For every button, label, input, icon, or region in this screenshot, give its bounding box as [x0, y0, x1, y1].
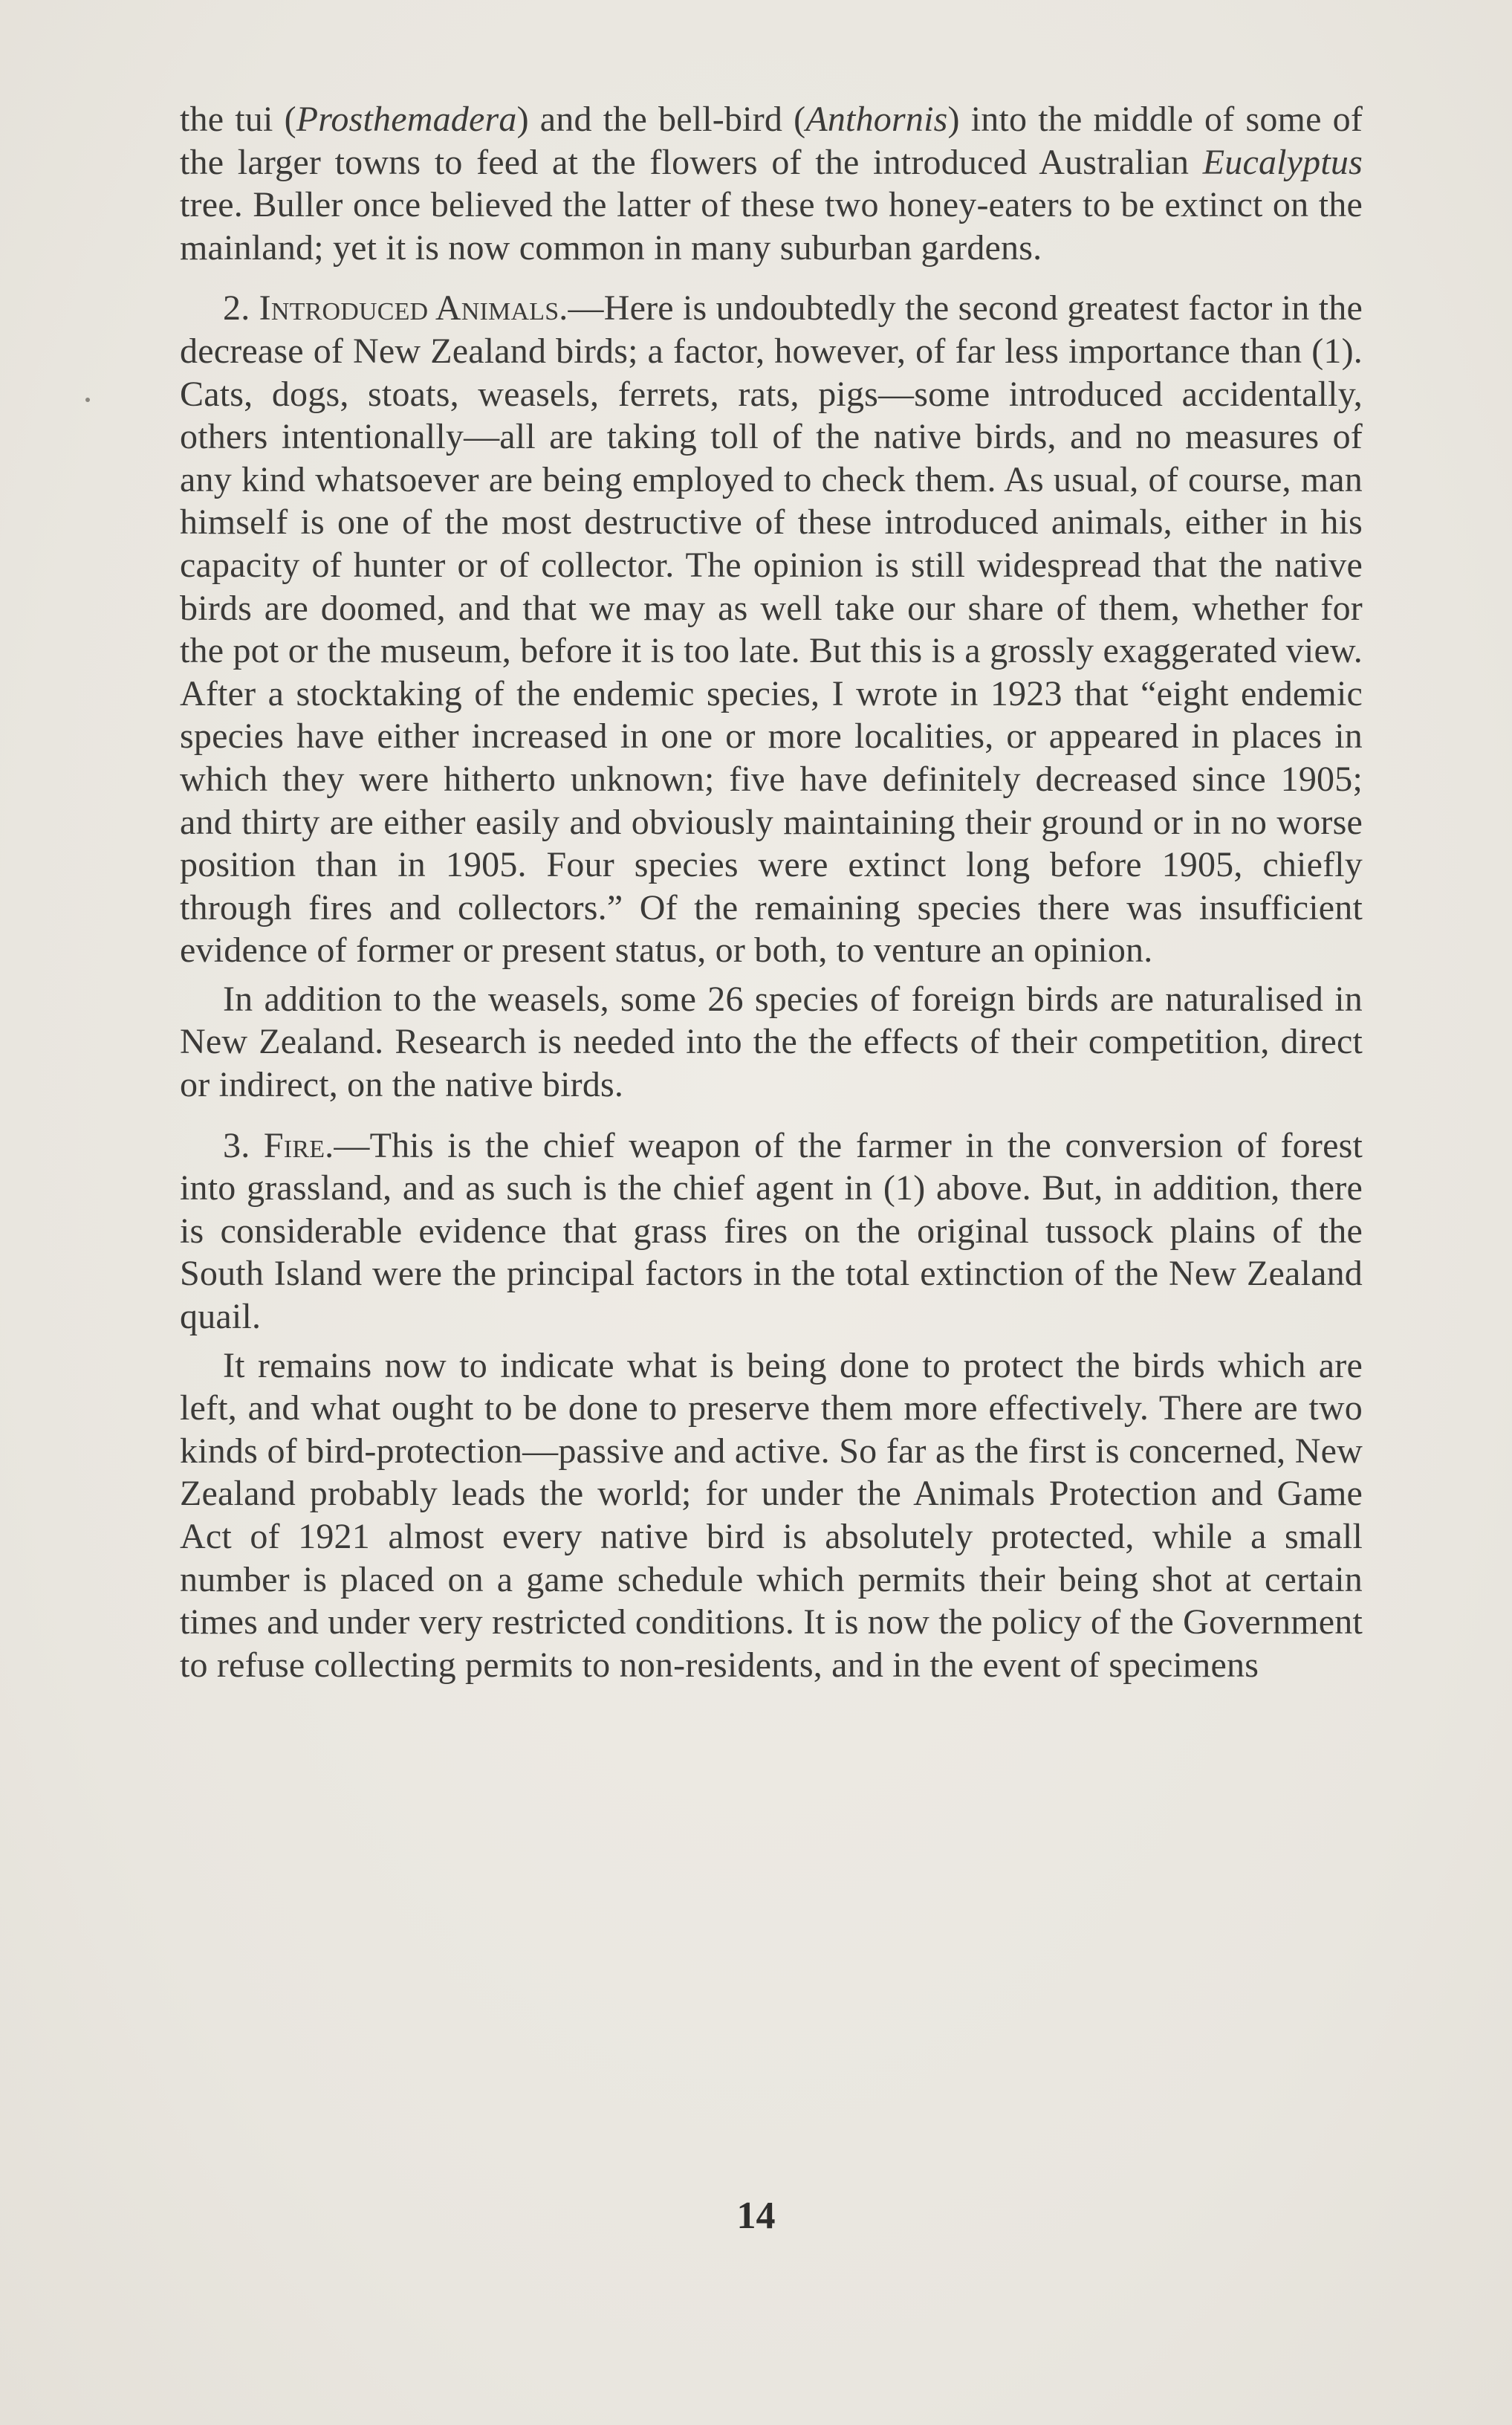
- section-body: —This is the chief weapon of the farmer in the conversion of forest into grassland, and as such is the chief agent in (1) above. But, in addition, there is considerable evidence that grass fires on the original tussock plains of the South Island were the principal factors in the total extinction of the New Zealand quail.: [180, 1125, 1363, 1337]
- paragraph-foreign-birds: In addition to the weasels, some 26 species of foreign birds are naturalised in New Zealand. Research is needed into the the effects of their competition, direct or indirect, on the native birds.: [180, 979, 1363, 1105]
- species-name-anthornis: Anthornis: [805, 100, 948, 139]
- paragraph-fire: [180, 1124, 1363, 1338]
- paragraph-introduced-animals: [180, 287, 1363, 972]
- text-span: the tui (: [180, 100, 296, 139]
- text-span: tree. Buller once believed the latter of these two honey-eaters to be extinct on the mainland; yet it is now common in many suburban gardens.: [180, 185, 1363, 268]
- text-span: ) into the middle of some of the larger towns to feed at the flowers of the introduced Australian: [180, 100, 1363, 182]
- section-body: —Here is undoubtedly the second greatest factor in the decrease of New Zealand birds; a factor, however, of far less importance than (1). Cats, dogs, stoats, weasels, ferrets, rats, pigs—some introduced accidentally, others intentionally—all are taking toll of the native birds, and no measures of any kind whatsoever are being employed to check them. As usual, of course, man himself is one of the most destructive of these introduced animals, either in his capacity of hunter or of collector. The opinion is still widespread that the native birds are doomed, and that we may as well take our share of them, whether for the pot or the museum, before it is too late. But this is a grossly exaggerated view. After a stocktaking of the endemic species, I wrote in 1923 that “eight endemic species have either increased in one or more localities, or appeared in places in which they were hitherto unknown; five have definitely decreased since 1905; and thirty are either easily and obviously maintaining their ground or in no worse position than in 1905. Four species were extinct long before 1905, chiefly through fires and collectors.” Of the remaining species there was insufficient evidence of former or present status, or both, to venture an opinion.: [180, 288, 1363, 971]
- genus-name-eucalyptus: Eucalyptus: [1202, 142, 1363, 182]
- section-number: 2.: [223, 288, 259, 328]
- paragraph-protection: It remains now to indicate what is being done to protect the birds which are left, and what ought to be done to preserve them more effectively. There are two kinds of bird-protection—passive and active. So far as the first is concerned, New Zealand probably leads the world; for under the Animals Protection and Game Act of 1921 almost every native bird is absolutely protected, while a small number is placed on a game schedule which permits their being shot at certain times and under very restricted conditions. It is now the policy of the Government to refuse collecting permits to non-residents, and in the event of specimens: [180, 1345, 1363, 1685]
- margin-speck: [85, 398, 90, 402]
- text-span: ) and the bell-bird (: [516, 100, 806, 139]
- body-text: [180, 98, 1363, 1686]
- species-name-prosthemadera: Prosthemadera: [296, 100, 517, 139]
- page-number: 14: [736, 2195, 776, 2237]
- section-heading: Fire.: [263, 1125, 334, 1165]
- section-number: 3.: [223, 1125, 264, 1165]
- section-heading: Introduced Animals.: [259, 288, 568, 328]
- paragraph-continuation: [180, 98, 1363, 269]
